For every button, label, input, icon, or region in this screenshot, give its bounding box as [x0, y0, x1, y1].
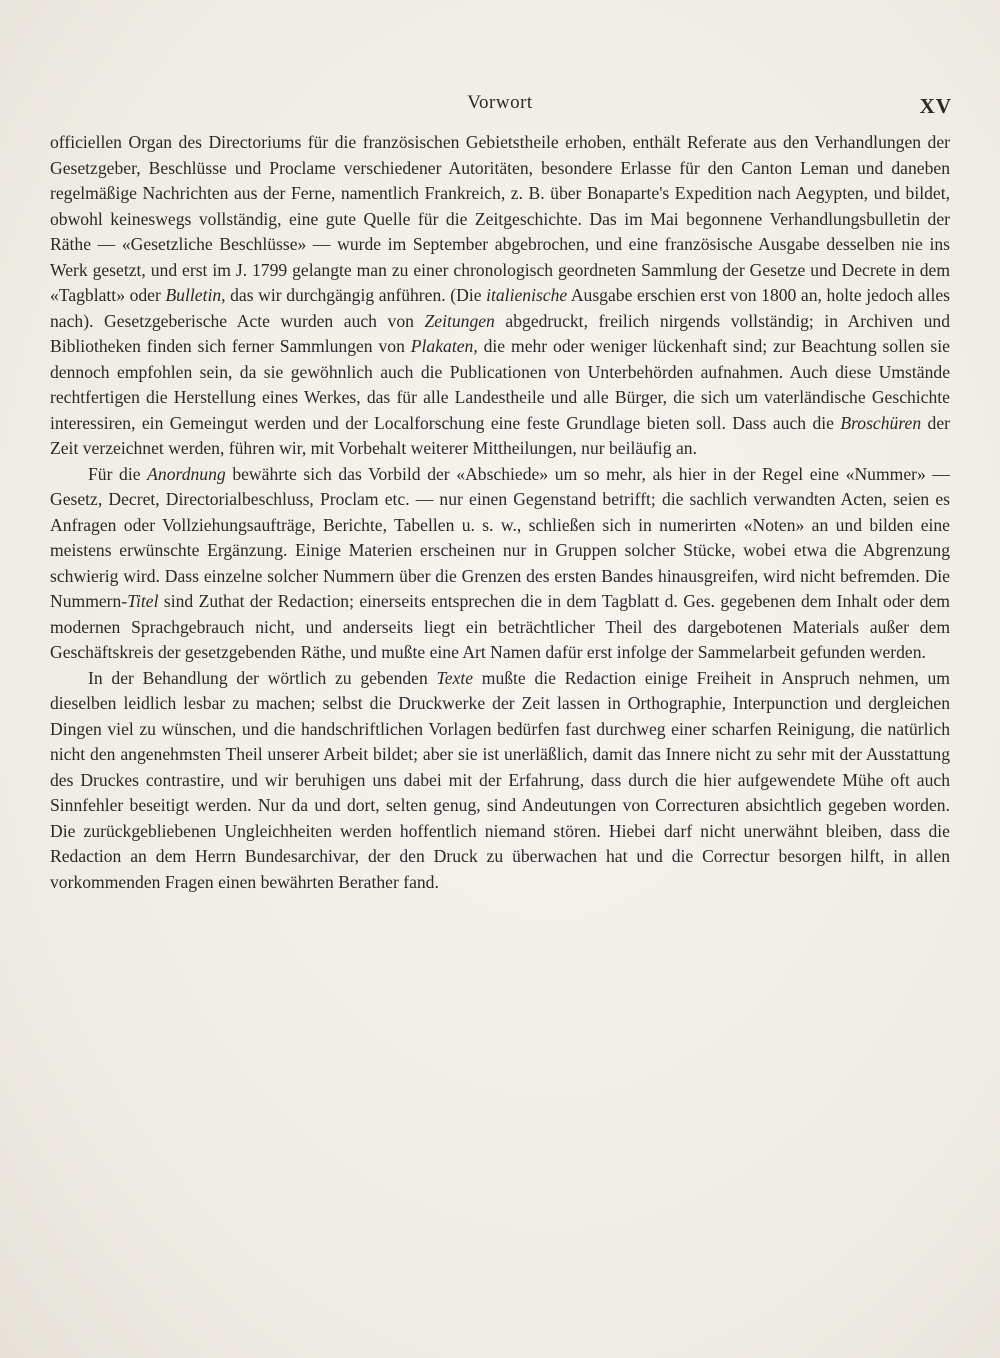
text-run: mußte die Redaction einige Freiheit in Anspruch nehmen, um dieselben leidlich lesbar zu machen; selbst die Druckwerke der Zeit lassen in Orthographie, Interpunction und dergleichen Dingen viel zu wünschen, und die handschriftlichen Vorlagen bedürfen fast durchweg einer scharfen Reinigung, die natürlich nicht den angenehmsten Theil unserer Arbeit bildet; aber sie ist unerläßlich, damit das Innere nicht zu sehr mit der Ausstattung des Druckes contrastire, und wir beruhigen uns dabei mit der Erfahrung, dass durch die hier aufgewendete Mühe oft auch Sinnfehler beseitigt werden. Nur da und dort, selten genug, sind Andeutungen von Correcturen absichtlich gegeben worden. Die zurückgebliebenen Ungleichheiten werden hoffentlich niemand stören. Hiebei darf nicht unerwähnt bleiben, dass die Redaction an dem Herrn Bundesarchivar, der den Druck zu überwachen hat und die Correctur besorgen hilft, in allen vorkommenden Fragen einen bewährten Berather fand.	[50, 667, 950, 892]
page-header	[48, 92, 952, 126]
body-text	[50, 130, 950, 895]
italic-term: Zeitungen	[424, 310, 495, 331]
text-run: der Zeit verzeichnet werden, führen wir, mit Vorbehalt weiterer Mittheilungen, nur beiläufig an.	[50, 412, 950, 458]
italic-term: Plakaten	[410, 336, 474, 356]
page-number: XV	[919, 94, 952, 118]
paragraph-2	[50, 462, 950, 666]
text-run: abgedruckt, freilich nirgends vollständig; in Archiven und Bibliotheken finden sich ferner Sammlungen von	[50, 310, 950, 356]
text-run: , die mehr oder weniger lückenhaft sind; zur Beachtung sollen sie dennoch empfohlen sein, da sie gewöhnlich auch die Publicationen von Unterbehörden aufnahmen. Auch diese Umstände rechtfertigen die Herstellung eines Werkes, das für alle Landestheile und alle Bürger, die sich um vaterländische Geschichte interessiren, ein Gemeingut werden und der Localforschung eine feste Grundlage bieten soll. Dass auch die	[50, 336, 950, 433]
italic-term: italienische	[486, 285, 568, 305]
text-run: bewährte sich das Vorbild der «Abschiede» um so mehr, als hier in der Regel eine «Nummer» — Gesetz, Decret, Directorialbeschluss, Proclam etc. — nur einen Gegenstand betrifft; die sachlich verwandten Acten, seien es Anfragen oder Vollziehungsaufträge, Berichte, Tabellen u. s. w., schließen sich in numerirten «Noten» an und bilden eine meistens erwünschte Ergänzung. Einige Materien erscheinen nur in Gruppen solcher Stücke, wobei etwa die Abgrenzung schwierig wird. Dass einzelne solcher Nummern über die Grenzen des ersten Bandes hinausgreifen, wird nicht befremden. Die Nummern-	[50, 463, 950, 611]
text-run: Ausgabe erschien erst von 1800 an, holte jedoch alles nach). Gesetzgeberische Acte wurden auch von	[50, 285, 951, 331]
paragraph-1	[50, 130, 950, 462]
text-run: das wir durchgängig anführen. (Die	[225, 285, 487, 305]
text-run: In der Behandlung der wörtlich zu gebenden	[88, 667, 437, 688]
text-run: officiellen Organ des Directoriums für die französischen Gebietstheile erhoben, enthält Referate aus den Verhandlungen der Gesetzgeber, Beschlüsse und Proclame verschiedener Autoritäten, besondere Erlasse für den Canton Leman und daneben regelmäßige Nachrichten aus der Ferne, namentlich Frankreich, z. B. über Bonaparte's Expedition nach Aegypten, und bildet, obwohl keineswegs vollständig, eine gute Quelle für die Zeitgeschichte. Das im Mai begonnene Verhandlungsbulletin der Räthe — «Gesetzliche Beschlüsse» — wurde im September abgebrochen, und eine französische Ausgabe desselben nie ins Werk gesetzt, und erst im J. 1799 gelangte man zu einer chronologisch geordneten Sammlung der Gesetze und Decrete in dem «Tagblatt» oder	[50, 132, 950, 305]
italic-term: Broschüren	[840, 412, 922, 433]
paragraph-3	[50, 666, 950, 896]
italic-term: Bulletin,	[165, 285, 226, 305]
running-title: Vorwort	[467, 92, 533, 113]
italic-term: Anordnung	[147, 463, 226, 484]
text-run: Für die	[88, 463, 148, 484]
italic-term: Texte	[436, 667, 474, 688]
text-run: sind Zuthat der Redaction; einerseits entsprechen die in dem Tagblatt d. Ges. gegebenen dem Inhalt oder dem modernen Sprachgebrauch nicht, und anderseits liegt ein beträchtlicher Theil des dargebotenen Materials außer dem Geschäftskreis der gesetzgebenden Räthe, und mußte eine Art Namen dafür erst infolge der Sammelarbeit gefunden werden.	[50, 591, 950, 662]
italic-term: Titel	[127, 591, 159, 611]
